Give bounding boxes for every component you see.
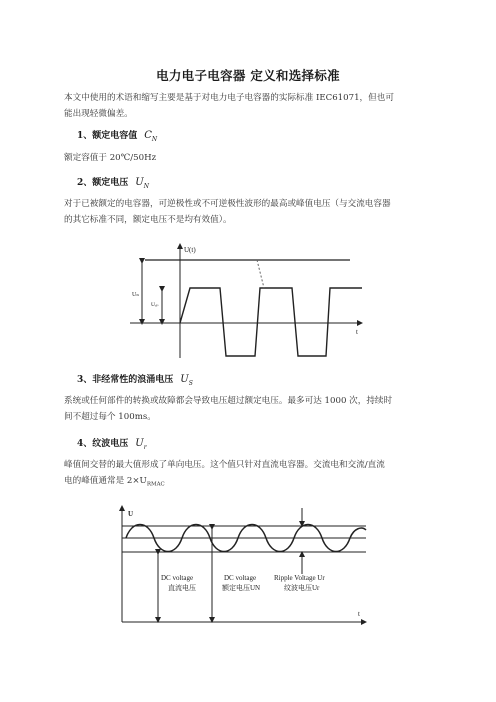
dc-voltage-label-en: DC voltage xyxy=(161,574,194,582)
surge-dash xyxy=(257,260,264,288)
page-title: 电力电子电容器 定义和选择标准 xyxy=(156,68,340,83)
x-axis-label: t xyxy=(356,328,358,336)
section-4-line-1: 峰值间交替的最大值形成了单向电压。这个值只针对直流电容器。交流电和交流/直流 xyxy=(64,460,385,470)
section-2-title: 2、额定电压 xyxy=(77,178,129,188)
intro-line-2: 能出现轻微偏差。 xyxy=(64,109,133,119)
x-axis-label: t xyxy=(358,610,360,618)
ripple-voltage-label-en: Ripple Voltage Ur xyxy=(274,574,325,582)
section-3-symbol: $U_S$ xyxy=(180,374,193,387)
ripple-voltage-diagram xyxy=(112,504,372,628)
ripple-voltage-label-zh: 纹波电压Ur xyxy=(284,584,320,592)
un-label: Uₙ xyxy=(132,292,139,298)
voltage-waveform-diagram xyxy=(120,238,380,363)
section-3-line-2: 间不超过每个 100ms。 xyxy=(64,412,156,422)
dc-voltage-label-zh: 直流电压 xyxy=(168,584,196,592)
intro-line-1: 本文中使用的术语和缩写主要是基于对电力电子电容器的实际标准 IEC61071，但也可 xyxy=(64,93,394,103)
rated-voltage-label-en: DC voltage xyxy=(224,574,257,582)
urp-label: Uᵣₚ xyxy=(151,302,159,308)
section-3-line-1: 系统或任何部件的转换或故障都会导致电压超过额定电压。最多可达 1000 次，持续时 xyxy=(64,396,393,406)
section-2-body xyxy=(64,196,436,228)
section-4-heading xyxy=(77,436,147,451)
section-2-heading xyxy=(77,175,149,190)
y-axis-label: U xyxy=(128,510,134,518)
section-4-symbol: $U_r$ xyxy=(135,438,147,451)
rated-voltage-label-zh: 额定电压UN xyxy=(222,584,261,592)
section-3-heading xyxy=(77,372,193,387)
section-2-symbol: $U_N$ xyxy=(135,177,149,190)
section-1-symbol: $C_N$ xyxy=(144,130,158,143)
section-2-line-1: 对于已被额定的电容器，可逆极性或不可逆极性波形的最高或峰值电压（与交流电容器 xyxy=(64,199,391,209)
section-3-body xyxy=(64,393,436,425)
section-1-heading xyxy=(77,128,157,143)
section-1-title: 1、额定电容值 xyxy=(77,131,138,141)
y-axis-label: U(t) xyxy=(184,246,196,254)
section-3-title: 3、非经常性的浪涌电压 xyxy=(77,375,174,385)
section-2-line-2: 的其它标准不同，额定电压不是均有效值）。 xyxy=(64,215,232,225)
waveform-line xyxy=(180,288,362,356)
section-4-title: 4、纹波电压 xyxy=(77,439,129,449)
section-1-body: 额定容值于 20℃/50Hz xyxy=(64,153,157,163)
section-4-line-2: 电的峰值通常是 $2\times U_{RMAC}$ xyxy=(64,476,165,488)
intro-paragraph xyxy=(64,90,436,122)
section-4-body xyxy=(64,457,436,493)
